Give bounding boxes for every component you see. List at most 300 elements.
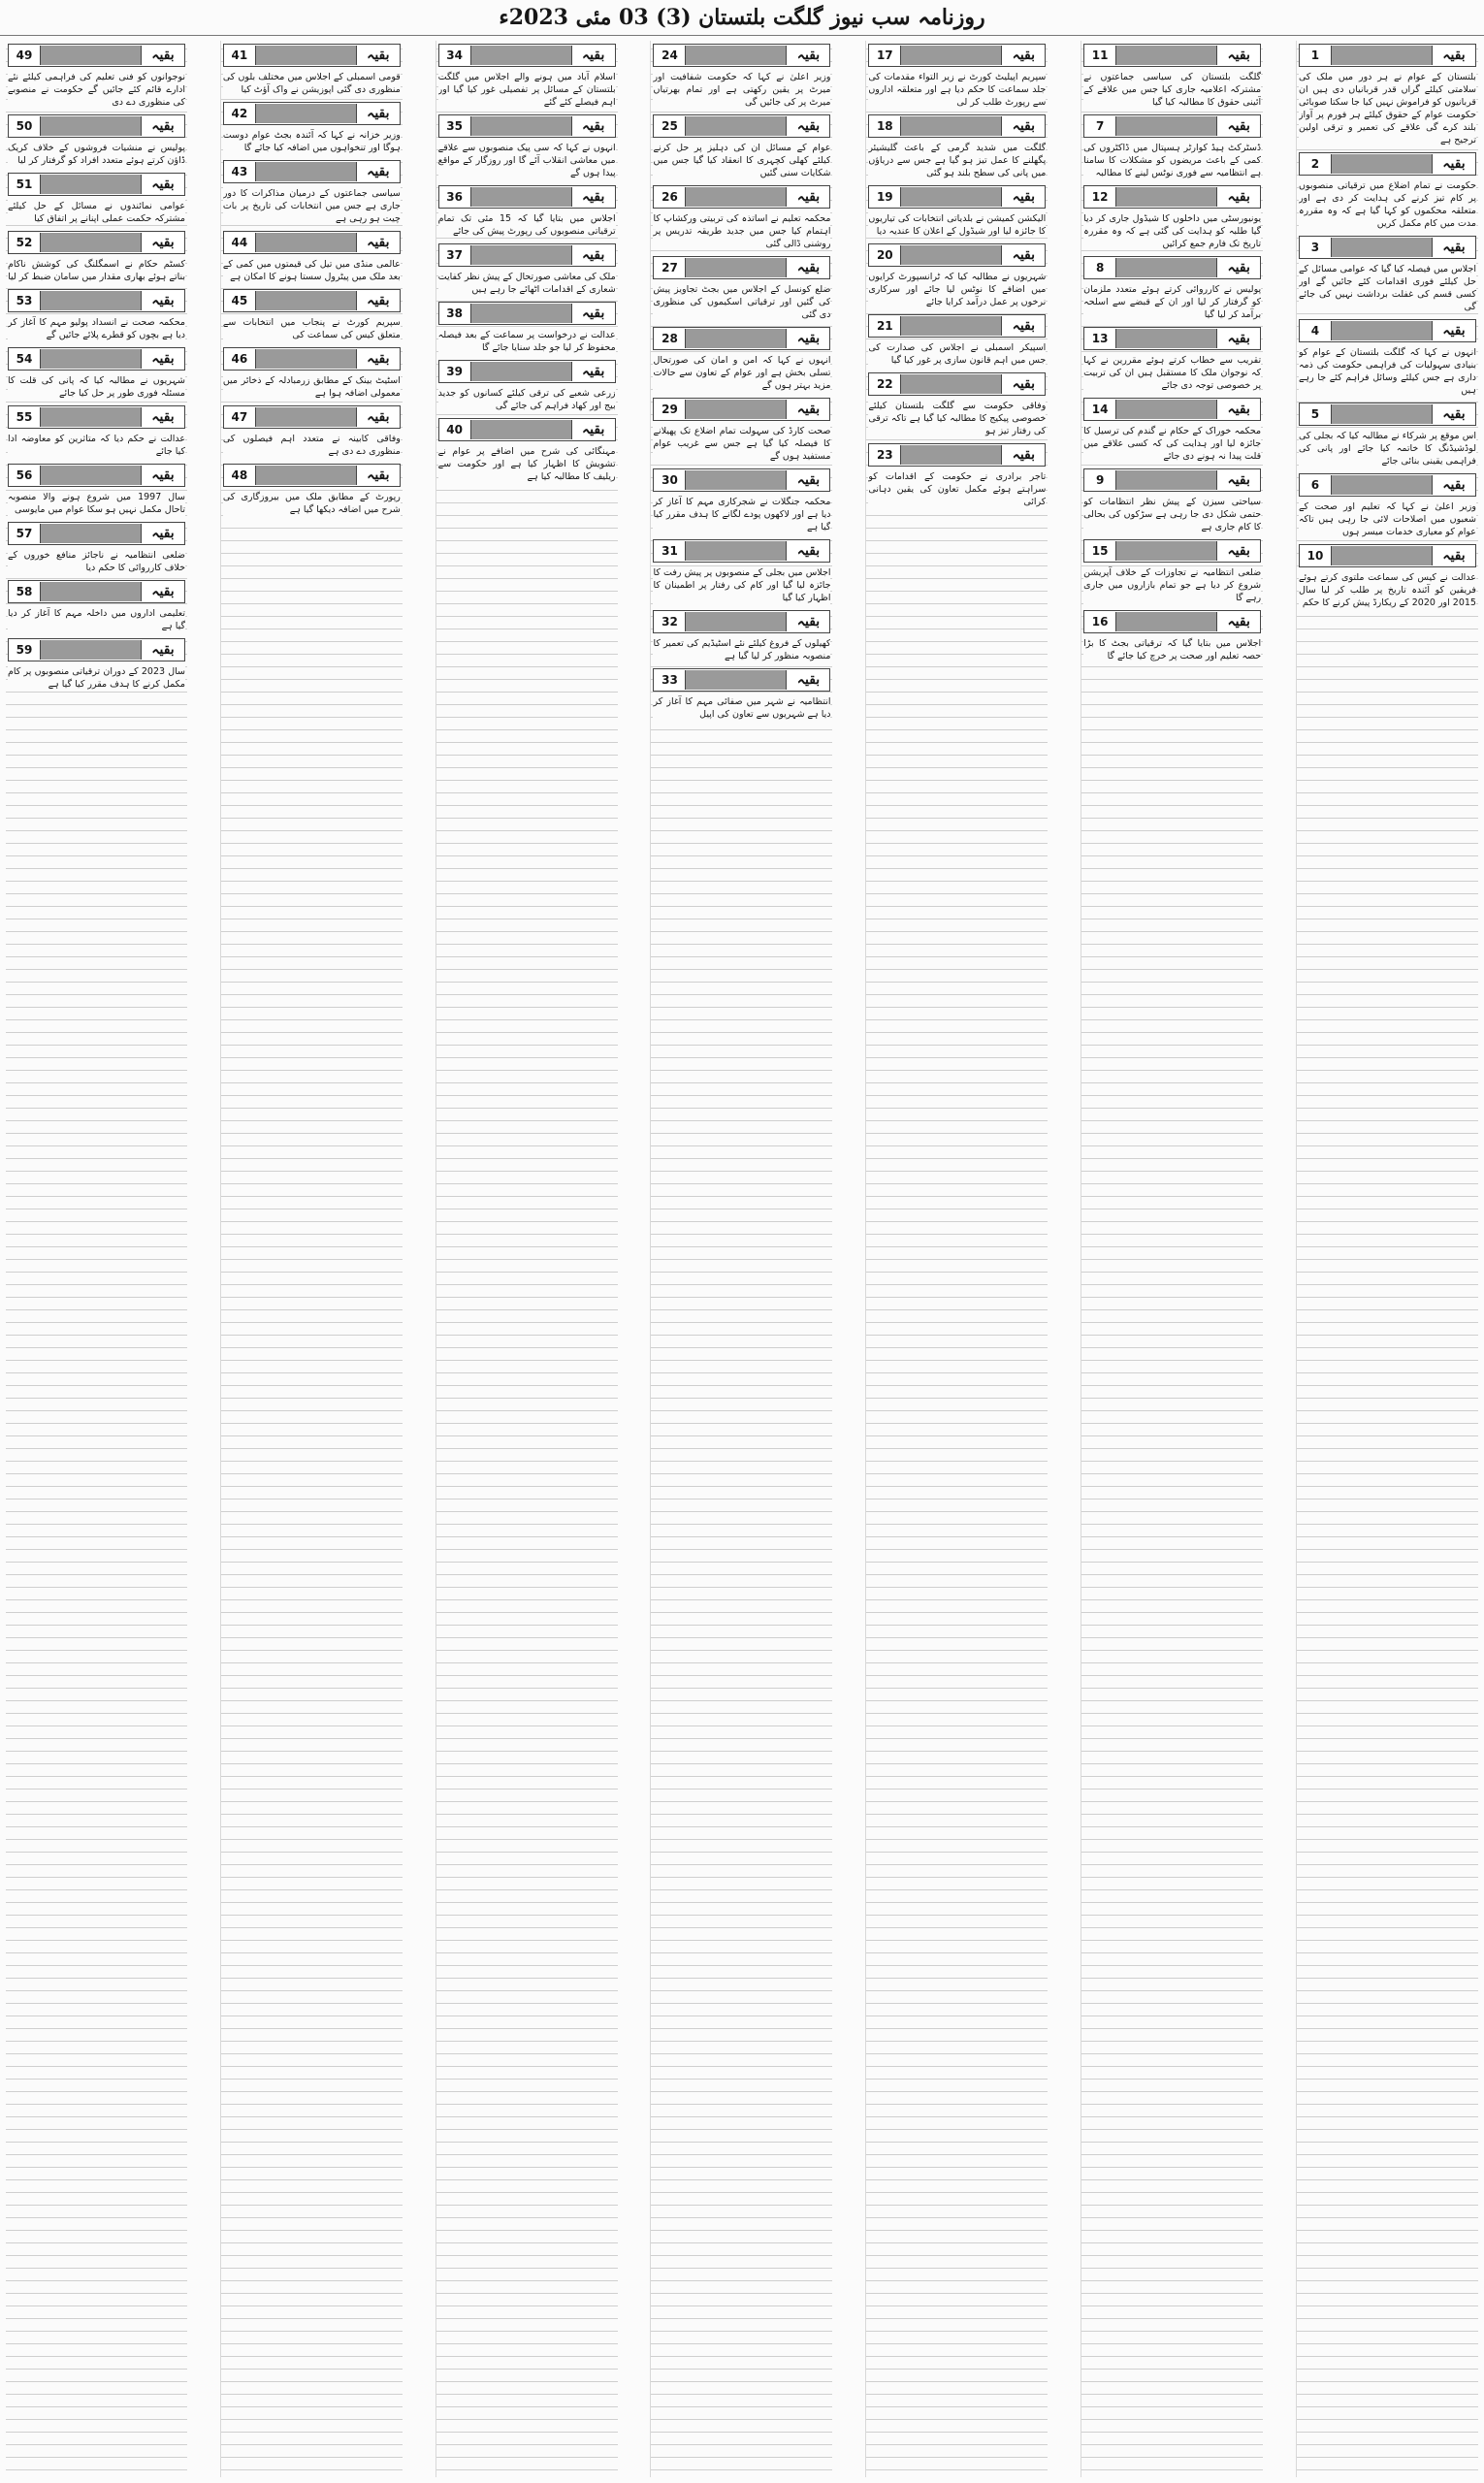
continuation-block (8, 522, 185, 574)
continuation-block (438, 185, 616, 238)
continuation-label: بقیہ (356, 162, 400, 181)
continuation-header (653, 610, 830, 633)
continuation-block (1083, 468, 1261, 533)
continuation-label: بقیہ (141, 46, 184, 65)
header-shade (686, 46, 786, 65)
continuation-header (653, 398, 830, 421)
continuation-header (438, 360, 616, 383)
continuation-header (8, 347, 185, 371)
block-number: 38 (439, 304, 471, 323)
article-text: بلتستان کے عوام نے ہر دور میں ملک کی سلامتی کیلئے گراں قدر قربانیاں دی ہیں ان قربانیوں کو فراموش نہیں کیا جا سکتا صوبائی حکومت عوام کے حقوق کیلئے ہر فورم پر آواز بلند کرے گی علاقے کی تعمیر و ترقی اولین ترجیح ہے (1298, 72, 1476, 145)
article-text: گلگت میں شدید گرمی کے باعث گلیشیئر پگھلنے کا عمل تیز ہو گیا ہے جس سے دریاؤں میں پانی کی سطح بلند ہو گئی (868, 143, 1047, 178)
header-shade (41, 640, 141, 660)
block-number: 53 (9, 291, 41, 310)
continuation-label: بقیہ (141, 116, 184, 136)
continuation-block (8, 114, 185, 167)
continuation-header (438, 44, 616, 67)
continuation-block (438, 360, 616, 412)
continuation-header (8, 289, 185, 312)
continuation-header (1083, 468, 1261, 492)
header-shade (686, 541, 786, 561)
continuation-block (1299, 44, 1476, 146)
header-shade (1116, 258, 1216, 277)
continuation-block (8, 347, 185, 400)
block-number: 51 (9, 175, 41, 194)
block-number: 46 (224, 349, 256, 369)
article-text: اسپیکر اسمبلی نے اجلاس کی صدارت کی جس میں اہم قانون سازی پر غور کیا گیا (868, 342, 1047, 366)
article-text: یونیورسٹی میں داخلوں کا شیڈول جاری کر دیا گیا طلبہ کو ہدایت کی گئی ہے کہ وہ مقررہ تاریخ تک فارم جمع کرائیں (1083, 213, 1262, 249)
block-number: 21 (869, 316, 901, 336)
continuation-label: بقیہ (1001, 245, 1045, 265)
block-number: 41 (224, 46, 256, 65)
continuation-header (438, 418, 616, 441)
continuation-block (1083, 539, 1261, 604)
block-number: 52 (9, 233, 41, 252)
continuation-header (223, 347, 401, 371)
continuation-label: بقیہ (1216, 116, 1260, 136)
continuation-block (1083, 610, 1261, 662)
continuation-header (8, 464, 185, 487)
header-shade (1332, 321, 1432, 340)
continuation-header (1299, 236, 1476, 259)
continuation-block (1083, 398, 1261, 463)
continuation-block (223, 44, 401, 96)
continuation-header (1299, 319, 1476, 342)
continuation-label: بقیہ (786, 400, 829, 419)
block-number: 26 (654, 187, 686, 207)
continuation-label: بقیہ (356, 349, 400, 369)
header-shade (686, 400, 786, 419)
article-text: اسٹیٹ بینک کے مطابق زرمبادلہ کے ذخائر میں معمولی اضافہ ہوا ہے (222, 375, 401, 399)
header-shade (901, 316, 1001, 336)
block-number: 57 (9, 524, 41, 543)
continuation-label: بقیہ (1216, 400, 1260, 419)
continuation-header (223, 289, 401, 312)
block-number: 40 (439, 420, 471, 439)
article-text: اسلام آباد میں ہونے والے اجلاس میں گلگت بلتستان کے مسائل پر تفصیلی غور کیا گیا اور اہم فیصلے کئے گئے (437, 72, 616, 108)
continuation-label: بقیہ (141, 582, 184, 601)
continuation-header (8, 580, 185, 603)
header-shade (41, 116, 141, 136)
continuation-label: بقیہ (1216, 187, 1260, 207)
news-column (220, 41, 403, 2477)
header-shade (686, 329, 786, 348)
article-text: قومی اسمبلی کے اجلاس میں مختلف بلوں کی منظوری دی گئی اپوزیشن نے واک آؤٹ کیا (222, 72, 401, 95)
continuation-header (653, 256, 830, 279)
article-text: تاجر برادری نے حکومت کے اقدامات کو سراہتے ہوئے مکمل تعاون کی یقین دہانی کرائی (868, 471, 1047, 507)
header-shade (1332, 154, 1432, 174)
continuation-block (653, 44, 830, 109)
continuation-block (223, 464, 401, 516)
block-number: 45 (224, 291, 256, 310)
continuation-block (1083, 114, 1261, 179)
continuation-header (1299, 473, 1476, 497)
header-shade (901, 245, 1001, 265)
header-shade (1116, 612, 1216, 631)
header-shade (471, 116, 571, 136)
continuation-label: بقیہ (356, 233, 400, 252)
article-text: اس موقع پر شرکاء نے مطالبہ کیا کہ بجلی کی لوڈشیڈنگ کا خاتمہ کیا جائے اور پانی کی فراہمی یقینی بنائی جائے (1298, 431, 1476, 467)
continuation-label: بقیہ (141, 349, 184, 369)
article-text: سال 1997 میں شروع ہونے والا منصوبہ تاحال مکمل نہیں ہو سکا عوام میں مایوسی (8, 492, 185, 515)
article-text: محکمہ خوراک کے حکام نے گندم کی ترسیل کا جائزہ لیا اور ہدایت کی کہ کسی علاقے میں قلت پیدا نہ ہونے دی جائے (1083, 426, 1262, 462)
block-number: 24 (654, 46, 686, 65)
header-shade (901, 187, 1001, 207)
news-column (436, 41, 618, 2477)
article-text: وفاقی حکومت سے گلگت بلتستان کیلئے خصوصی پیکیج کا مطالبہ کیا گیا ہے تاکہ ترقی کی رفتار تیز ہو (868, 401, 1047, 436)
article-text: سپریم اپیلیٹ کورٹ نے زیر التواء مقدمات کی جلد سماعت کا حکم دیا ہے اور متعلقہ اداروں سے رپورٹ طلب کر لی (868, 72, 1047, 108)
continuation-block (438, 114, 616, 179)
continuation-block (1083, 327, 1261, 392)
continuation-block (653, 610, 830, 662)
continuation-label: بقیہ (1432, 154, 1475, 174)
continuation-label: بقیہ (786, 612, 829, 631)
header-shade (471, 362, 571, 381)
continuation-label: بقیہ (786, 187, 829, 207)
news-column (865, 41, 1048, 2477)
block-number: 5 (1300, 404, 1332, 424)
article-text: کھیلوں کے فروغ کیلئے نئے اسٹیڈیم کی تعمیر کا منصوبہ منظور کر لیا گیا ہے (653, 638, 831, 661)
continuation-header (1299, 44, 1476, 67)
continuation-block (223, 102, 401, 154)
header-shade (471, 245, 571, 265)
continuation-block (868, 443, 1046, 508)
block-number: 19 (869, 187, 901, 207)
continuation-label: بقیہ (1001, 116, 1045, 136)
continuation-block (8, 405, 185, 458)
block-number: 8 (1084, 258, 1116, 277)
continuation-header (1083, 327, 1261, 350)
continuation-block (653, 668, 830, 721)
continuation-header (8, 405, 185, 429)
header-shade (41, 175, 141, 194)
header-shade (686, 612, 786, 631)
block-number: 1 (1300, 46, 1332, 65)
continuation-header (653, 668, 830, 692)
continuation-label: بقیہ (141, 233, 184, 252)
header-shade (1116, 329, 1216, 348)
continuation-header (223, 44, 401, 67)
continuation-label: بقیہ (1001, 187, 1045, 207)
block-number: 2 (1300, 154, 1332, 174)
header-shade (1332, 475, 1432, 495)
block-number: 48 (224, 466, 256, 485)
header-shade (256, 466, 356, 485)
article-text: پولیس نے منشیات فروشوں کے خلاف کریک ڈاؤن کرتے ہوئے متعدد افراد کو گرفتار کر لیا (8, 143, 185, 166)
article-text: تقریب سے خطاب کرتے ہوئے مقررین نے کہا کہ نوجوان ملک کا مستقبل ہیں ان کی تربیت پر خصوصی توجہ دی جائے (1083, 355, 1262, 391)
header-shade (901, 374, 1001, 394)
article-text: شہریوں نے مطالبہ کیا کہ پانی کی قلت کا مسئلہ فوری طور پر حل کیا جائے (8, 375, 185, 399)
continuation-label: بقیہ (1216, 541, 1260, 561)
continuation-label: بقیہ (141, 466, 184, 485)
header-shade (471, 46, 571, 65)
header-shade (686, 670, 786, 690)
header-shade (1332, 46, 1432, 65)
header-shade (256, 407, 356, 427)
block-number: 18 (869, 116, 901, 136)
block-number: 55 (9, 407, 41, 427)
header-shade (901, 445, 1001, 465)
continuation-label: بقیہ (786, 116, 829, 136)
continuation-label: بقیہ (1216, 46, 1260, 65)
article-text: ملک کی معاشی صورتحال کے پیش نظر کفایت شعاری کے اقدامات اٹھائے جا رہے ہیں (437, 272, 616, 295)
block-number: 3 (1300, 238, 1332, 257)
block-number: 30 (654, 470, 686, 490)
continuation-header (1083, 398, 1261, 421)
continuation-header (8, 44, 185, 67)
continuation-block (653, 539, 830, 604)
continuation-block (653, 256, 830, 321)
continuation-label: بقیہ (141, 407, 184, 427)
article-text: سپریم کورٹ نے پنجاب میں انتخابات سے متعلق کیس کی سماعت کی (222, 317, 401, 340)
continuation-header (1083, 256, 1261, 279)
block-number: 20 (869, 245, 901, 265)
continuation-header (8, 231, 185, 254)
article-text: صحت کارڈ کی سہولت تمام اضلاع تک پھیلانے کا فیصلہ کیا گیا ہے جس سے غریب عوام مستفید ہوں گے (653, 426, 831, 462)
continuation-header (223, 160, 401, 183)
header-shade (256, 162, 356, 181)
article-text: وفاقی کابینہ نے متعدد اہم فیصلوں کی منظوری دے دی ہے (222, 434, 401, 457)
article-text: شہریوں نے مطالبہ کیا کہ ٹرانسپورٹ کرایوں میں اضافے کا نوٹس لیا جائے اور سرکاری نرخوں پر عمل درآمد کرایا جائے (868, 272, 1047, 307)
article-text: عوامی نمائندوں نے مسائل کے حل کیلئے مشترکہ حکمت عملی اپنانے پر اتفاق کیا (8, 201, 185, 224)
continuation-block (1083, 256, 1261, 321)
header-shade (1116, 470, 1216, 490)
block-number: 35 (439, 116, 471, 136)
block-number: 31 (654, 541, 686, 561)
article-text: نوجوانوں کو فنی تعلیم کی فراہمی کیلئے نئے ادارے قائم کئے جائیں گے حکومت نے منصوبے کی منظوری دے دی (8, 72, 185, 108)
block-number: 4 (1300, 321, 1332, 340)
continuation-label: بقیہ (1001, 46, 1045, 65)
continuation-header (653, 114, 830, 138)
article-text: زرعی شعبے کی ترقی کیلئے کسانوں کو جدید بیج اور کھاد فراہم کی جائے گی (437, 388, 616, 411)
article-text: وزیر خزانہ نے کہا کہ آئندہ بجٹ عوام دوست ہوگا اور تنخواہوں میں اضافہ کیا جائے گا (222, 130, 401, 153)
continuation-header (868, 314, 1046, 338)
block-number: 44 (224, 233, 256, 252)
continuation-header (8, 638, 185, 661)
block-number: 14 (1084, 400, 1116, 419)
continuation-block (8, 580, 185, 632)
block-number: 47 (224, 407, 256, 427)
block-number: 58 (9, 582, 41, 601)
continuation-block (8, 464, 185, 516)
block-number: 39 (439, 362, 471, 381)
continuation-header (438, 243, 616, 267)
header-shade (1116, 187, 1216, 207)
block-number: 29 (654, 400, 686, 419)
continuation-block (438, 243, 616, 296)
block-number: 33 (654, 670, 686, 690)
continuation-label: بقیہ (1432, 475, 1475, 495)
continuation-block (223, 231, 401, 283)
continuation-label: بقیہ (571, 187, 615, 207)
header-shade (256, 46, 356, 65)
article-text: مہنگائی کی شرح میں اضافے پر عوام نے تشویش کا اظہار کیا ہے اور حکومت سے ریلیف کا مطالبہ کیا ہے (437, 446, 616, 482)
continuation-header (1083, 610, 1261, 633)
article-text: حکومت نے تمام اضلاع میں ترقیاتی منصوبوں پر کام تیز کرنے کی ہدایت کر دی ہے اور متعلقہ محکموں کو کہا گیا ہے کہ وہ مقررہ مدت میں کام مکمل کریں (1298, 180, 1476, 229)
header-shade (256, 291, 356, 310)
article-text: ضلع کونسل کے اجلاس میں بجٹ تجاویز پیش کی گئیں اور ترقیاتی اسکیموں کی منظوری دی گئی (653, 284, 831, 320)
newspaper-page (6, 41, 1478, 2477)
continuation-label: بقیہ (786, 541, 829, 561)
continuation-header (1299, 152, 1476, 176)
news-column (1296, 41, 1478, 2477)
continuation-label: بقیہ (1432, 546, 1475, 565)
article-text: سال 2023 کے دوران ترقیاتی منصوبوں پر کام مکمل کرنے کا ہدف مقرر کیا گیا ہے (8, 666, 185, 690)
article-text: کسٹم حکام نے اسمگلنگ کی کوشش ناکام بناتے ہوئے بھاری مقدار میں سامان ضبط کر لیا (8, 259, 185, 282)
continuation-header (438, 185, 616, 209)
continuation-header (8, 522, 185, 545)
article-text: تعلیمی اداروں میں داخلہ مہم کا آغاز کر دیا گیا ہے (8, 608, 185, 631)
continuation-label: بقیہ (356, 46, 400, 65)
continuation-block (8, 289, 185, 341)
news-column (1081, 41, 1263, 2477)
header-shade (901, 46, 1001, 65)
continuation-block (8, 173, 185, 225)
continuation-label: بقیہ (1432, 321, 1475, 340)
block-number: 42 (224, 104, 256, 123)
continuation-label: بقیہ (356, 291, 400, 310)
article-text: سیاسی جماعتوں کے درمیان مذاکرات کا دور جاری ہے جس میں انتخابات کی تاریخ پر بات چیت ہو رہی ہے (222, 188, 401, 224)
article-text: ضلعی انتظامیہ نے ناجائز منافع خوروں کے خلاف کارروائی کا حکم دیا (8, 550, 185, 573)
continuation-header (1299, 544, 1476, 567)
continuation-label: بقیہ (786, 670, 829, 690)
article-text: اجلاس میں فیصلہ کیا گیا کہ عوامی مسائل کے حل کیلئے فوری اقدامات کئے جائیں گے اور کسی قسم کی غفلت برداشت نہیں کی جائے گی (1298, 264, 1476, 312)
continuation-block (223, 347, 401, 400)
article-text: عالمی منڈی میں تیل کی قیمتوں میں کمی کے بعد ملک میں پیٹرول سستا ہونے کا امکان ہے (222, 259, 401, 282)
block-number: 13 (1084, 329, 1116, 348)
block-number: 27 (654, 258, 686, 277)
article-text: انہوں نے کہا کہ امن و امان کی صورتحال تسلی بخش ہے اور عوام کے تعاون سے حالات مزید بہتر ہوں گے (653, 355, 831, 391)
continuation-block (8, 231, 185, 283)
continuation-block (438, 418, 616, 483)
block-number: 28 (654, 329, 686, 348)
block-number: 49 (9, 46, 41, 65)
block-number: 11 (1084, 46, 1116, 65)
continuation-header (868, 185, 1046, 209)
header-shade (1332, 238, 1432, 257)
block-number: 10 (1300, 546, 1332, 565)
header-shade (471, 187, 571, 207)
continuation-label: بقیہ (356, 104, 400, 123)
block-number: 34 (439, 46, 471, 65)
header-shade (256, 349, 356, 369)
masthead-title: روزنامہ سب نیوز گلگت بلتستان (3) 03 مئی 2023ء (499, 5, 985, 30)
header-shade (41, 349, 141, 369)
continuation-header (1083, 114, 1261, 138)
header-shade (471, 420, 571, 439)
block-number: 37 (439, 245, 471, 265)
continuation-block (223, 289, 401, 341)
header-shade (41, 291, 141, 310)
header-shade (256, 233, 356, 252)
continuation-label: بقیہ (571, 362, 615, 381)
article-text: وزیر اعلیٰ نے کہا کہ حکومت شفافیت اور میرٹ پر یقین رکھتی ہے اور تمام بھرتیاں میرٹ پر کی جائیں گی (653, 72, 831, 108)
continuation-header (1299, 403, 1476, 426)
continuation-header (868, 243, 1046, 267)
masthead (0, 0, 1484, 36)
continuation-label: بقیہ (356, 407, 400, 427)
continuation-label: بقیہ (786, 470, 829, 490)
continuation-label: بقیہ (786, 329, 829, 348)
continuation-block (1299, 473, 1476, 538)
continuation-header (868, 44, 1046, 67)
continuation-label: بقیہ (571, 46, 615, 65)
article-text: محکمہ صحت نے انسداد پولیو مہم کا آغاز کر دیا ہے بچوں کو قطرے پلائے جائیں گے (8, 317, 185, 340)
header-shade (41, 582, 141, 601)
block-number: 7 (1084, 116, 1116, 136)
continuation-block (1299, 544, 1476, 609)
block-number: 56 (9, 466, 41, 485)
block-number: 22 (869, 374, 901, 394)
continuation-block (1299, 319, 1476, 397)
continuation-header (438, 302, 616, 325)
continuation-header (8, 114, 185, 138)
continuation-label: بقیہ (356, 466, 400, 485)
block-number: 9 (1084, 470, 1116, 490)
continuation-header (223, 464, 401, 487)
continuation-block (868, 314, 1046, 367)
continuation-block (1299, 152, 1476, 230)
article-text: اجلاس میں بتایا گیا کہ 15 مئی تک تمام ترقیاتی منصوبوں کی رپورٹ پیش کی جائے (437, 213, 616, 237)
continuation-label: بقیہ (141, 291, 184, 310)
article-text: عوام کے مسائل ان کی دہلیز پر حل کرنے کیلئے کھلی کچہری کا انعقاد کیا گیا جس میں شکایات سنی گئیں (653, 143, 831, 178)
continuation-block (868, 372, 1046, 437)
header-shade (686, 258, 786, 277)
continuation-label: بقیہ (1216, 612, 1260, 631)
continuation-label: بقیہ (571, 245, 615, 265)
block-number: 36 (439, 187, 471, 207)
continuation-label: بقیہ (1432, 46, 1475, 65)
block-number: 50 (9, 116, 41, 136)
article-text: انتظامیہ نے شہر میں صفائی مہم کا آغاز کر دیا ہے شہریوں سے تعاون کی اپیل (653, 696, 831, 720)
continuation-header (1083, 539, 1261, 563)
continuation-block (1083, 44, 1261, 109)
news-column (650, 41, 832, 2477)
continuation-label: بقیہ (1001, 445, 1045, 465)
continuation-block (868, 114, 1046, 179)
block-number: 25 (654, 116, 686, 136)
header-shade (1332, 404, 1432, 424)
block-number: 54 (9, 349, 41, 369)
article-text: عدالت نے کیس کی سماعت ملتوی کرتے ہوئے فریقین کو آئندہ تاریخ پر طلب کر لیا سال 2015 اور 2020 کے ریکارڈ پیش کرنے کا حکم (1298, 572, 1476, 608)
continuation-block (868, 185, 1046, 238)
continuation-header (653, 468, 830, 492)
header-shade (1116, 116, 1216, 136)
header-shade (256, 104, 356, 123)
continuation-header (1083, 185, 1261, 209)
block-number: 23 (869, 445, 901, 465)
block-number: 16 (1084, 612, 1116, 631)
header-shade (1116, 541, 1216, 561)
continuation-block (8, 44, 185, 109)
header-shade (41, 524, 141, 543)
continuation-header (653, 327, 830, 350)
header-shade (471, 304, 571, 323)
block-number: 12 (1084, 187, 1116, 207)
continuation-label: بقیہ (571, 116, 615, 136)
continuation-label: بقیہ (786, 46, 829, 65)
article-text: پولیس نے کارروائی کرتے ہوئے متعدد ملزمان کو گرفتار کر لیا اور ان کے قبضے سے اسلحہ برآمد کر لیا گیا (1083, 284, 1262, 320)
article-text: وزیر اعلیٰ نے کہا کہ تعلیم اور صحت کے شعبوں میں اصلاحات لائی جا رہی ہیں تاکہ عوام کو معیاری خدمات میسر ہوں (1298, 501, 1476, 537)
continuation-label: بقیہ (571, 420, 615, 439)
block-number: 32 (654, 612, 686, 631)
continuation-block (438, 44, 616, 109)
block-number: 59 (9, 640, 41, 660)
continuation-header (223, 405, 401, 429)
news-column (6, 41, 187, 2477)
header-shade (686, 470, 786, 490)
header-shade (41, 407, 141, 427)
